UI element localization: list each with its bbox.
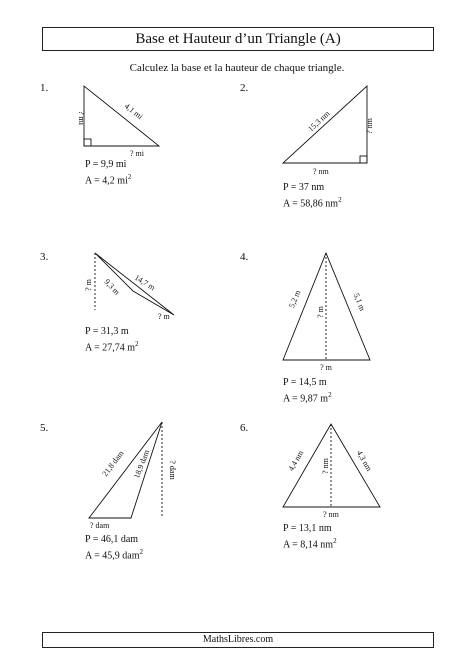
problem-4-base-label: ? m — [320, 363, 332, 372]
problem-4-area-value: A = 9,87 m — [283, 393, 329, 405]
problem-2-number: 2. — [240, 82, 249, 94]
problem-2-area-exponent: 2 — [338, 196, 342, 204]
triangle-1 — [84, 86, 159, 146]
problem-1-height-label: ? mi — [77, 111, 86, 125]
triangle-5 — [89, 422, 162, 518]
problem-4-area — [283, 389, 332, 405]
problem-5-long-side-label: 21,8 dam — [100, 448, 126, 479]
problem-1-given — [85, 158, 132, 187]
worksheet-title: Base et Hauteur d’un Triangle (A) — [42, 27, 434, 51]
right-angle-marker-2 — [360, 156, 367, 163]
problem-3-side-long-label: 14,7 m — [132, 272, 157, 293]
problem-3-base-label: ? m — [158, 312, 170, 321]
problem-2-base-label: ? nm — [313, 167, 329, 176]
problem-1-area — [85, 171, 132, 187]
problem-3-side-short-label: 9,3 m — [102, 277, 122, 297]
problem-5-number: 5. — [40, 422, 49, 434]
right-angle-marker-1 — [84, 139, 91, 146]
problem-4-area-exponent: 2 — [328, 391, 332, 399]
problem-5-perimeter: P = 46,1 dam — [85, 534, 139, 545]
problem-6-right-side-label: 4,3 nm — [354, 448, 374, 473]
problem-5-height-label: ? dam — [168, 460, 177, 480]
problem-4-perimeter: P = 14,5 m — [283, 377, 327, 388]
problem-3-area-value: A = 27,74 m — [85, 342, 136, 354]
problem-6-area-exponent: 2 — [333, 537, 337, 545]
problem-2-height-label: ? nm — [365, 118, 374, 134]
problem-4-height-label: ? m — [316, 306, 325, 318]
problem-6-perimeter: P = 13,1 nm — [283, 523, 332, 534]
problem-1-number: 1. — [40, 82, 49, 94]
problem-3-area-exponent: 2 — [135, 340, 139, 348]
problem-6-given — [283, 522, 337, 551]
problem-5-given — [85, 533, 144, 562]
problem-2-given — [283, 181, 342, 210]
problem-6-height-label: ? nm — [321, 458, 330, 474]
problem-1-hypotenuse-label: 4,1 mi — [122, 101, 145, 122]
problem-6-area — [283, 535, 337, 551]
problem-2-perimeter: P = 37 nm — [283, 182, 325, 193]
problem-4-number: 4. — [240, 251, 249, 263]
problem-1-perimeter: P = 9,9 mi — [85, 159, 127, 170]
problem-5-area-exponent: 2 — [139, 548, 144, 556]
problem-2-area — [283, 194, 342, 210]
problem-2-hypotenuse-label: 15,3 nm — [306, 108, 332, 134]
problem-1-area-exponent: 2 — [127, 173, 132, 181]
problem-6-area-value: A = 8,14 nm — [283, 539, 334, 551]
problem-4-right-side-label: 5,1 m — [351, 291, 367, 313]
problem-5-area-value: A = 45,9 dam — [85, 550, 140, 562]
problem-5-base-label: ? dam — [90, 521, 110, 530]
problem-3-area — [85, 338, 139, 354]
problem-1-area-value: A = 4,2 mi — [85, 175, 128, 187]
problem-3-perimeter: P = 31,3 m — [85, 326, 129, 337]
problem-5-short-side-label: 18,9 dam — [132, 448, 152, 480]
problem-6-left-side-label: 4,4 nm — [286, 448, 306, 473]
problem-6-number: 6. — [240, 422, 249, 434]
problem-3-given — [85, 325, 139, 354]
problem-2-area-value: A = 58,86 nm — [283, 198, 339, 210]
problem-4-left-side-label: 5,2 m — [287, 288, 303, 310]
problem-5-area — [85, 546, 144, 562]
triangle-2 — [283, 86, 367, 163]
problem-6-base-label: ? nm — [323, 510, 339, 519]
problem-3-height-label: ? m — [84, 279, 93, 291]
problem-3-number: 3. — [40, 251, 49, 263]
instructions: Calculez la base et la hauteur de chaque triangle. — [129, 62, 345, 74]
footer-site-link[interactable]: MathsLibres.com — [42, 632, 434, 648]
problem-1-base-label: ? mi — [130, 149, 144, 158]
problem-4-given — [283, 376, 332, 405]
